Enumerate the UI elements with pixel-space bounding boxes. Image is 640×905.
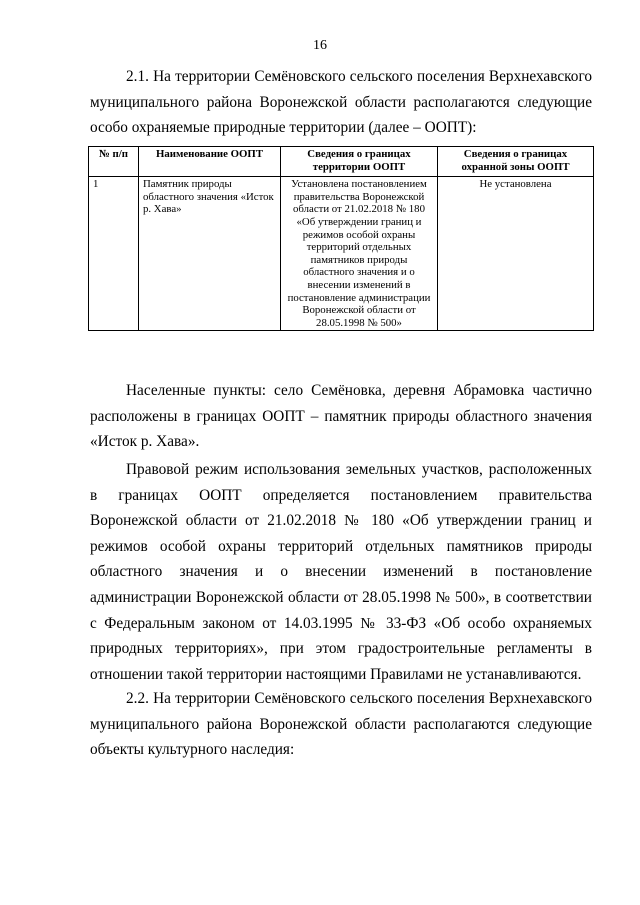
header-oopt-name: Наименование ООПТ [139, 147, 281, 177]
settlements-paragraph: Населенные пункты: село Семёновка, деревня Абрамовка частично расположены в границах ООПТ – памятник природы областного значения «Исток р. Хава». [90, 382, 592, 451]
section-2-1-paragraph: 2.1. На территории Семёновского сельского поселения Верхнехавского муниципального района Воронежской области располагаются следующие особо охраняемые природные территории (далее – ООПТ): [90, 68, 592, 137]
cell-oopt-name: Памятник природы областного значения «Исток р. Хава» [139, 177, 281, 331]
legal-regime-paragraph: Правовой режим использования земельных участков, расположенных в границах ООПТ определяется постановлением правительства Воронежской области от 21.02.2018 № 180 «Об утверждении границ и режимов особой охраны территорий отдельных памятников природы областного значения и о внесении изменений в постановление администрации Воронежской области от 28.05.1998 № 500», в соответствии с Федеральным законом от 14.03.1995 № 33-ФЗ «Об особо охраняемых природных территориях», при этом градостроительные регламенты в отношении такой территории настоящими Правилами не устанавливаются. [90, 461, 592, 683]
table-header-row [89, 147, 594, 177]
cell-number: 1 [89, 177, 139, 331]
oopt-table [88, 146, 594, 331]
cell-territory-bounds: Установлена постановлением правительства Воронежской области от 21.02.2018 № 180 «Об утверждении границ и режимов особой охраны территорий отдельных памятников природы областного значения и о внесении изменений в постановление администрации Воронежской области от 28.05.1998 № 500» [281, 177, 438, 331]
cell-protection-zone: Не установлена [438, 177, 594, 331]
header-territory-bounds: Сведения о границах территории ООПТ [281, 147, 438, 177]
page-number: 16 [313, 38, 327, 53]
header-protection-zone: Сведения о границах охранной зоны ООПТ [438, 147, 594, 177]
section-2-2-paragraph: 2.2. На территории Семёновского сельского поселения Верхнехавского муниципального района Воронежской области располагаются следующие объекты культурного наследия: [90, 690, 592, 759]
header-number: № п/п [89, 147, 139, 177]
table-row [89, 177, 594, 331]
